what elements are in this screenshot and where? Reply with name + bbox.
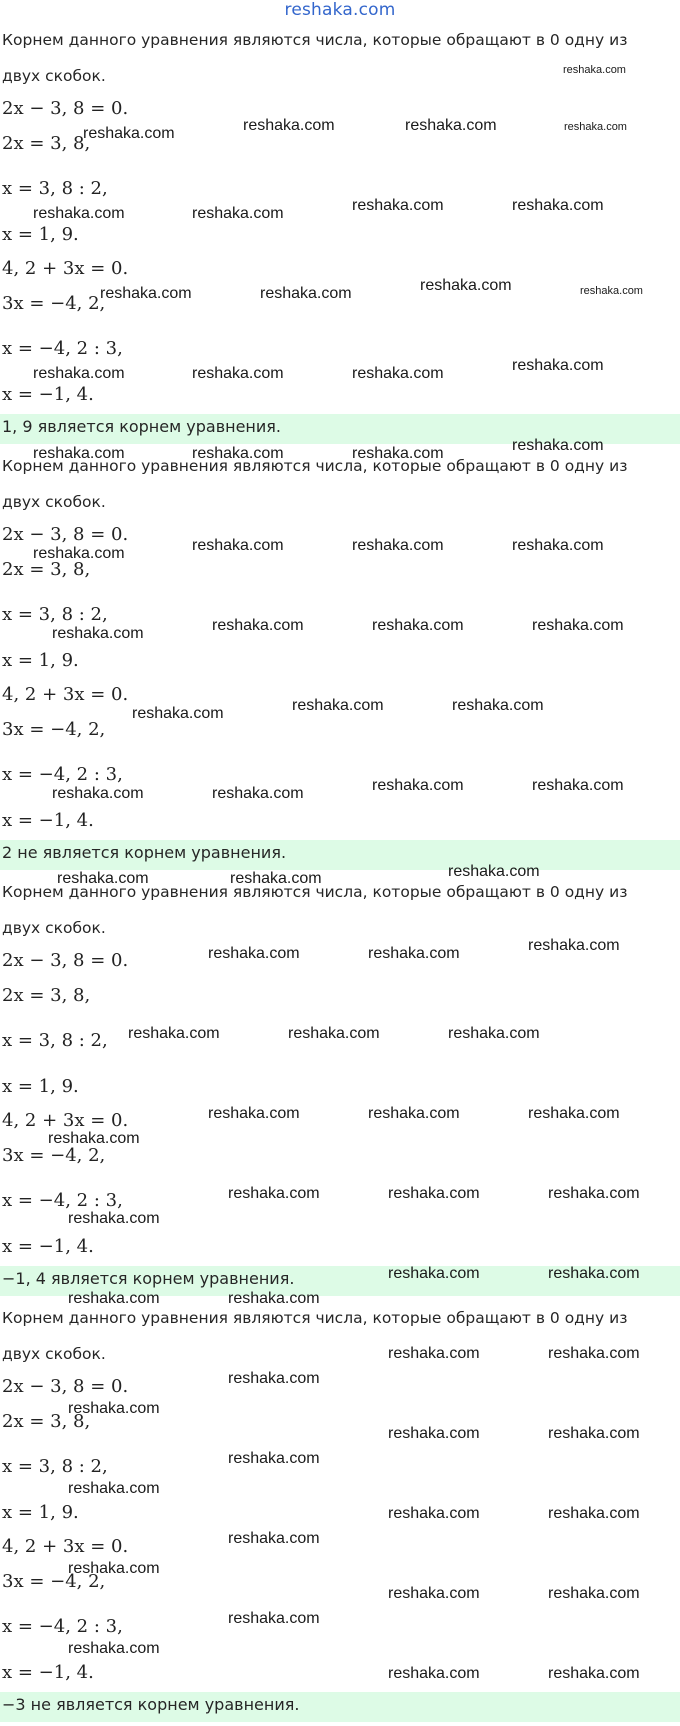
watermark-text: reshaka.com <box>352 537 444 554</box>
equation: x = 3, 8 : 2, <box>2 604 108 625</box>
watermark-text: reshaka.com <box>548 1665 640 1682</box>
watermark-text: reshaka.com <box>52 625 144 642</box>
equation: 3x = −4, 2, <box>2 1145 106 1166</box>
equation: 2x = 3, 8, <box>2 133 91 154</box>
equation: x = −4, 2 : 3, <box>2 1190 123 1211</box>
watermark-text: reshaka.com <box>548 1585 640 1602</box>
equation: 4, 2 + 3x = 0. <box>2 1536 129 1557</box>
watermark-text: reshaka.com <box>68 1480 160 1497</box>
watermark-text: reshaka.com <box>228 1185 320 1202</box>
equation: 2x = 3, 8, <box>2 1411 91 1432</box>
watermark-text: reshaka.com <box>548 1425 640 1442</box>
watermark-text: reshaka.com <box>372 777 464 794</box>
equation: x = −4, 2 : 3, <box>2 764 123 785</box>
equation: 2x − 3, 8 = 0. <box>2 524 129 545</box>
watermark-text: reshaka.com <box>208 945 300 962</box>
conclusion-banner <box>0 1692 680 1722</box>
equation: x = 1, 9. <box>2 1502 79 1523</box>
watermark-text: reshaka.com <box>230 870 322 887</box>
watermark-text: reshaka.com <box>228 1450 320 1467</box>
watermark-text: reshaka.com <box>57 870 149 887</box>
watermark-text: reshaka.com <box>33 205 125 222</box>
watermark-text: reshaka.com <box>580 285 643 297</box>
equation: x = −4, 2 : 3, <box>2 338 123 359</box>
equation: x = −1, 4. <box>2 1662 94 1683</box>
watermark-text: reshaka.com <box>352 445 444 462</box>
watermark-text: reshaka.com <box>548 1265 640 1282</box>
watermark-text: reshaka.com <box>132 705 224 722</box>
watermark-text: reshaka.com <box>192 537 284 554</box>
watermark-text: reshaka.com <box>528 937 620 954</box>
watermark-text: reshaka.com <box>68 1290 160 1307</box>
watermark-text: reshaka.com <box>352 365 444 382</box>
intro-text: Корнем данного уравнения являются числа, которые обращают в 0 одну из двух скобок. <box>2 883 628 937</box>
watermark-text: reshaka.com <box>512 197 604 214</box>
watermark-text: reshaka.com <box>192 445 284 462</box>
watermark-text: reshaka.com <box>192 365 284 382</box>
watermark-text: reshaka.com <box>228 1530 320 1547</box>
watermark-text: reshaka.com <box>548 1185 640 1202</box>
equation: 4, 2 + 3x = 0. <box>2 258 129 279</box>
watermark-text: reshaka.com <box>292 697 384 714</box>
equation: x = 3, 8 : 2, <box>2 178 108 199</box>
watermark-text: reshaka.com <box>228 1610 320 1627</box>
equation: 2x = 3, 8, <box>2 985 91 1006</box>
watermark-text: reshaka.com <box>212 617 304 634</box>
watermark-text: reshaka.com <box>52 785 144 802</box>
watermark-text: reshaka.com <box>368 1105 460 1122</box>
watermark-text: reshaka.com <box>388 1265 480 1282</box>
watermark-text: reshaka.com <box>372 617 464 634</box>
equation: 3x = −4, 2, <box>2 1571 106 1592</box>
watermark-text: reshaka.com <box>388 1345 480 1362</box>
watermark-text: reshaka.com <box>212 785 304 802</box>
watermark-text: reshaka.com <box>388 1665 480 1682</box>
watermark-text: reshaka.com <box>33 545 125 562</box>
watermark-text: reshaka.com <box>128 1025 220 1042</box>
equation: x = −1, 4. <box>2 384 94 405</box>
site-header[interactable]: reshaka.com <box>284 0 396 20</box>
watermark-text: reshaka.com <box>368 945 460 962</box>
conclusion-text: −1, 4 является корнем уравнения. <box>2 1269 295 1288</box>
intro-text: Корнем данного уравнения являются числа, которые обращают в 0 одну из двух скобок. <box>2 1309 628 1363</box>
watermark-text: reshaka.com <box>563 64 626 76</box>
watermark-text: reshaka.com <box>388 1425 480 1442</box>
equation: x = −4, 2 : 3, <box>2 1616 123 1637</box>
conclusion-text: 2 не является корнем уравнения. <box>2 843 287 862</box>
intro-text: Корнем данного уравнения являются числа, которые обращают в 0 одну из двух скобок. <box>2 31 628 85</box>
watermark-text: reshaka.com <box>68 1640 160 1657</box>
watermark-text: reshaka.com <box>528 1105 620 1122</box>
watermark-text: reshaka.com <box>388 1505 480 1522</box>
equation: 4, 2 + 3x = 0. <box>2 684 129 705</box>
watermark-text: reshaka.com <box>405 117 497 134</box>
equation: x = 3, 8 : 2, <box>2 1456 108 1477</box>
equation: 2x − 3, 8 = 0. <box>2 1376 129 1397</box>
equation: x = 3, 8 : 2, <box>2 1030 108 1051</box>
watermark-text: reshaka.com <box>33 365 125 382</box>
watermark-text: reshaka.com <box>548 1345 640 1362</box>
watermark-text: reshaka.com <box>243 117 335 134</box>
watermark-text: reshaka.com <box>452 697 544 714</box>
watermark-text: reshaka.com <box>512 537 604 554</box>
watermark-text: reshaka.com <box>512 357 604 374</box>
watermark-text: reshaka.com <box>192 205 284 222</box>
watermark-text: reshaka.com <box>512 437 604 454</box>
watermark-text: reshaka.com <box>33 445 125 462</box>
watermark-text: reshaka.com <box>532 777 624 794</box>
watermark-text: reshaka.com <box>288 1025 380 1042</box>
watermark-text: reshaka.com <box>100 285 192 302</box>
watermark-text: reshaka.com <box>548 1505 640 1522</box>
intro-text: Корнем данного уравнения являются числа, которые обращают в 0 одну из двух скобок. <box>2 457 628 511</box>
watermark-text: reshaka.com <box>208 1105 300 1122</box>
watermark-text: reshaka.com <box>388 1185 480 1202</box>
equation: 2x = 3, 8, <box>2 559 91 580</box>
watermark-text: reshaka.com <box>228 1290 320 1307</box>
watermark-text: reshaka.com <box>260 285 352 302</box>
watermark-text: reshaka.com <box>68 1560 160 1577</box>
conclusion-text: −3 не является корнем уравнения. <box>2 1695 300 1714</box>
conclusion-text: 1, 9 является корнем уравнения. <box>2 417 281 436</box>
watermark-text: reshaka.com <box>352 197 444 214</box>
equation: 2x − 3, 8 = 0. <box>2 950 129 971</box>
watermark-text: reshaka.com <box>48 1130 140 1147</box>
watermark-text: reshaka.com <box>68 1210 160 1227</box>
equation: x = 1, 9. <box>2 650 79 671</box>
watermark-text: reshaka.com <box>532 617 624 634</box>
equation: 4, 2 + 3x = 0. <box>2 1110 129 1131</box>
conclusion-banner <box>0 840 680 870</box>
equation: x = 1, 9. <box>2 1076 79 1097</box>
equation: 3x = −4, 2, <box>2 293 106 314</box>
equation: x = −1, 4. <box>2 1236 94 1257</box>
watermark-text: reshaka.com <box>83 125 175 142</box>
watermark-text: reshaka.com <box>448 1025 540 1042</box>
watermark-text: reshaka.com <box>564 121 627 133</box>
equation: 2x − 3, 8 = 0. <box>2 98 129 119</box>
equation: x = −1, 4. <box>2 810 94 831</box>
watermark-text: reshaka.com <box>228 1370 320 1387</box>
watermark-text: reshaka.com <box>420 277 512 294</box>
watermark-text: reshaka.com <box>448 863 540 880</box>
equation: x = 1, 9. <box>2 224 79 245</box>
equation: 3x = −4, 2, <box>2 719 106 740</box>
watermark-text: reshaka.com <box>388 1585 480 1602</box>
watermark-text: reshaka.com <box>68 1400 160 1417</box>
